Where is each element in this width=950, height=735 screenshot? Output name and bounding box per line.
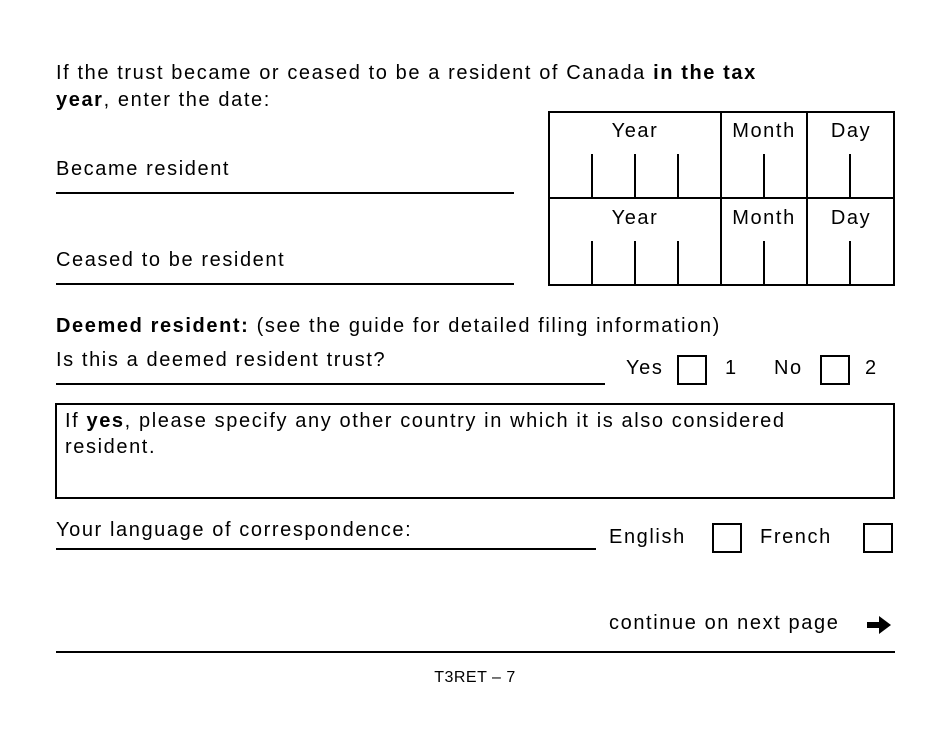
digit-separator <box>591 154 593 197</box>
ceased-resident-line <box>56 283 514 285</box>
ceased-year-header: Year <box>611 207 659 229</box>
intro-text: If the trust became or ceased to be a resident of Canada <box>56 62 654 84</box>
deemed-heading-line <box>56 315 721 338</box>
specify-bold: yes <box>86 410 125 432</box>
specify-line2: resident. <box>65 436 157 458</box>
digit-separator <box>849 241 851 284</box>
became-year-header: Year <box>611 120 659 142</box>
specify-prefix: If <box>65 410 87 432</box>
deemed-question-line <box>56 383 605 385</box>
digit-separator <box>677 154 679 197</box>
no-label: No <box>774 357 803 379</box>
digit-separator <box>849 154 851 197</box>
language-question: Your language of correspondence: <box>56 519 413 541</box>
digit-separator <box>763 154 765 197</box>
yes-checkbox[interactable] <box>677 355 707 385</box>
intro-bold-text: in the tax <box>653 62 757 84</box>
no-checkbox[interactable] <box>820 355 850 385</box>
ceased-month-header: Month <box>732 207 796 229</box>
residency-intro-line2 <box>56 89 271 112</box>
digit-separator <box>763 241 765 284</box>
specify-text: , please specify any other country in which it is also considered <box>124 410 786 432</box>
digit-separator <box>634 241 636 284</box>
became-month-header: Month <box>732 120 796 142</box>
deemed-heading-note: (see the guide for detailed filing information) <box>249 315 721 337</box>
language-question-line <box>56 548 596 550</box>
digit-separator <box>634 154 636 197</box>
became-resident-line <box>56 192 514 194</box>
residency-intro-line1 <box>56 62 757 85</box>
ceased-resident-label: Ceased to be resident <box>56 249 286 271</box>
deemed-question: Is this a deemed resident trust? <box>56 349 387 371</box>
digit-separator <box>677 241 679 284</box>
french-label: French <box>760 526 832 548</box>
arrow-right-icon <box>865 614 893 636</box>
became-resident-label: Became resident <box>56 158 231 180</box>
deemed-heading: Deemed resident: <box>56 315 250 337</box>
english-checkbox[interactable] <box>712 523 742 553</box>
became-day-header: Day <box>830 120 872 142</box>
footer-rule <box>56 651 895 653</box>
digit-separator <box>591 241 593 284</box>
became-date-input[interactable] <box>550 154 893 197</box>
no-code: 2 <box>865 357 878 379</box>
ceased-day-header: Day <box>830 207 872 229</box>
intro-bold-year: year <box>56 89 104 111</box>
page-label: T3RET – 7 <box>434 669 516 686</box>
specify-line1 <box>65 410 786 433</box>
continue-text: continue on next page <box>609 612 840 634</box>
ceased-date-input[interactable] <box>550 241 893 284</box>
yes-code: 1 <box>725 357 738 379</box>
yes-label: Yes <box>626 357 664 379</box>
french-checkbox[interactable] <box>863 523 893 553</box>
intro-suffix: , enter the date: <box>103 89 271 111</box>
english-label: English <box>609 526 686 548</box>
